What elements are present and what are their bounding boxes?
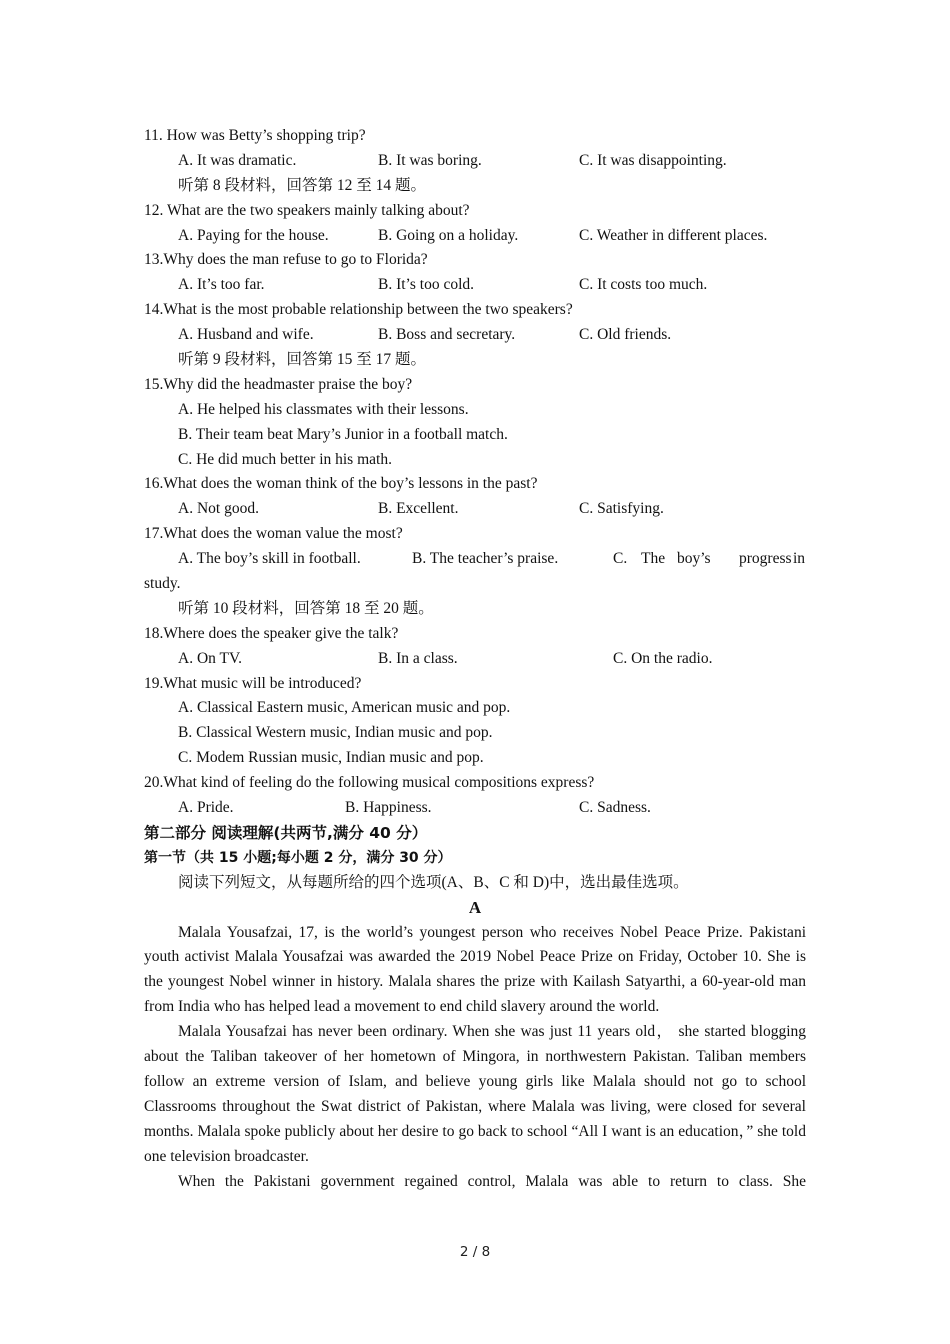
option-c-word-2: The <box>641 550 666 568</box>
option-a: A. It was dramatic. <box>178 151 297 169</box>
question-11: 11. How was Betty’s shopping trip? <box>144 127 366 144</box>
question-17: 17.What does the woman value the most? <box>144 525 403 543</box>
passage-label: A <box>468 897 482 917</box>
option-c: C. It costs too much. <box>579 276 708 294</box>
option-a: A. On TV. <box>178 649 243 667</box>
option-c-word-3: boy’s <box>677 550 711 568</box>
passage-paragraph-2: Malala Yousafzai has never been ordinary. When she was just 11 years old， she started blogging about the Taliban takeover of her hometown of Mingora, in northwestern Pakistan. Taliban members follow an extreme version of Islam, and believe young girls like Malala should not go to school Classrooms throughout the Swat district of Pakistan, where Malala was living, were closed for several months. Malala spoke publicly about her desire to go back to school “All I want is an education，” she told one television broadcaster. <box>144 1023 806 1165</box>
option-c: C. Weather in different places. <box>579 226 768 244</box>
option-a: A. Paying for the house. <box>178 226 329 244</box>
option-a: A. Pride. <box>178 799 234 817</box>
passage-paragraph-3: When the Pakistani government regained control, Malala was able to return to class. She <box>178 1172 806 1190</box>
question-18: 18.Where does the speaker give the talk? <box>144 624 399 642</box>
option-a: A. Husband and wife. <box>178 326 314 344</box>
section-instruction: 阅读下列短文，从每题所给的四个选项(A、B、C 和 D)中，选出最佳选项。 <box>178 873 689 891</box>
option-a: A. Not good. <box>178 500 259 518</box>
question-20: 20.What kind of feeling do the following musical compositions express? <box>144 774 595 792</box>
question-15: 15.Why did the headmaster praise the boy? <box>144 375 413 393</box>
option-c: C. He did much better in his math. <box>178 450 392 468</box>
question-16: 16.What does the woman think of the boy’s lessons in the past? <box>144 475 538 493</box>
option-a: A. He helped his classmates with their lessons. <box>178 400 469 418</box>
option-c: C. Satisfying. <box>579 500 664 518</box>
option-c: C. Sadness. <box>579 799 651 817</box>
option-c-word-1: C. <box>613 550 628 568</box>
question-20-options <box>144 796 806 821</box>
option-c-word-5: in <box>793 550 806 568</box>
listening-note-10: 听第 10 段材料，回答第 18 至 20 题。 <box>178 599 434 617</box>
question-14: 14.What is the most probable relationship between the two speakers? <box>144 301 573 319</box>
question-12: 12. What are the two speakers mainly talking about? <box>144 201 470 219</box>
option-c: C. Modem Russian music, Indian music and pop. <box>178 749 484 767</box>
option-b: B. Boss and secretary. <box>378 326 516 344</box>
page-content <box>144 124 806 1194</box>
option-b: B. Classical Western music, Indian music and pop. <box>178 724 493 742</box>
question-18-options <box>144 647 806 672</box>
section-subtitle: 第一节（共 15 小题;每小题 2 分，满分 30 分） <box>144 849 452 866</box>
passage-paragraph-1: Malala Yousafzai, 17, is the world’s youngest person who receives Nobel Peace Prize. Pakistani youth activist Malala Yousafzai was awarded the 2019 Nobel Peace Prize on Friday, October 10. She is the youngest Nobel winner in history. Malala shares the prize with Kailash Satyarthi, a 60-year-old man from India who has helped lead a movement to end child slavery around the world. <box>144 923 806 1016</box>
option-a: A. The boy’s skill in football. <box>178 550 361 568</box>
page-number: 2 / 8 <box>459 1244 491 1260</box>
option-b: B. Their team beat Mary’s Junior in a football match. <box>178 425 508 443</box>
question-13: 13.Why does the man refuse to go to Florida? <box>144 251 428 269</box>
question-12-options <box>144 224 806 249</box>
option-c: C. Old friends. <box>579 326 672 344</box>
question-17-options <box>144 547 806 572</box>
option-c-word-4: progress <box>739 550 792 568</box>
section-title: 第二部分 阅读理解(共两节,满分 40 分） <box>144 823 428 842</box>
option-c: C. It was disappointing. <box>579 151 727 169</box>
question-11-options <box>144 149 806 174</box>
option-b: B. In a class. <box>378 649 458 667</box>
listening-note-8: 听第 8 段材料，回答第 12 至 14 题。 <box>178 176 427 194</box>
option-b: B. It’s too cold. <box>378 276 475 294</box>
option-a: A. Classical Eastern music, American music and pop. <box>178 699 511 717</box>
question-13-options <box>144 273 806 298</box>
option-b: B. It was boring. <box>378 151 482 169</box>
option-b: B. Going on a holiday. <box>378 226 519 244</box>
question-14-options <box>144 323 806 348</box>
question-16-options <box>144 497 806 522</box>
listening-note-9: 听第 9 段材料，回答第 15 至 17 题。 <box>178 351 427 369</box>
option-b: B. Happiness. <box>345 799 432 817</box>
option-c: C. On the radio. <box>613 649 713 667</box>
option-a: A. It’s too far. <box>178 276 265 294</box>
option-c-continued: study. <box>144 575 181 593</box>
question-19: 19.What music will be introduced? <box>144 674 362 692</box>
option-b: B. Excellent. <box>378 500 459 518</box>
option-b: B. The teacher’s praise. <box>412 550 559 568</box>
